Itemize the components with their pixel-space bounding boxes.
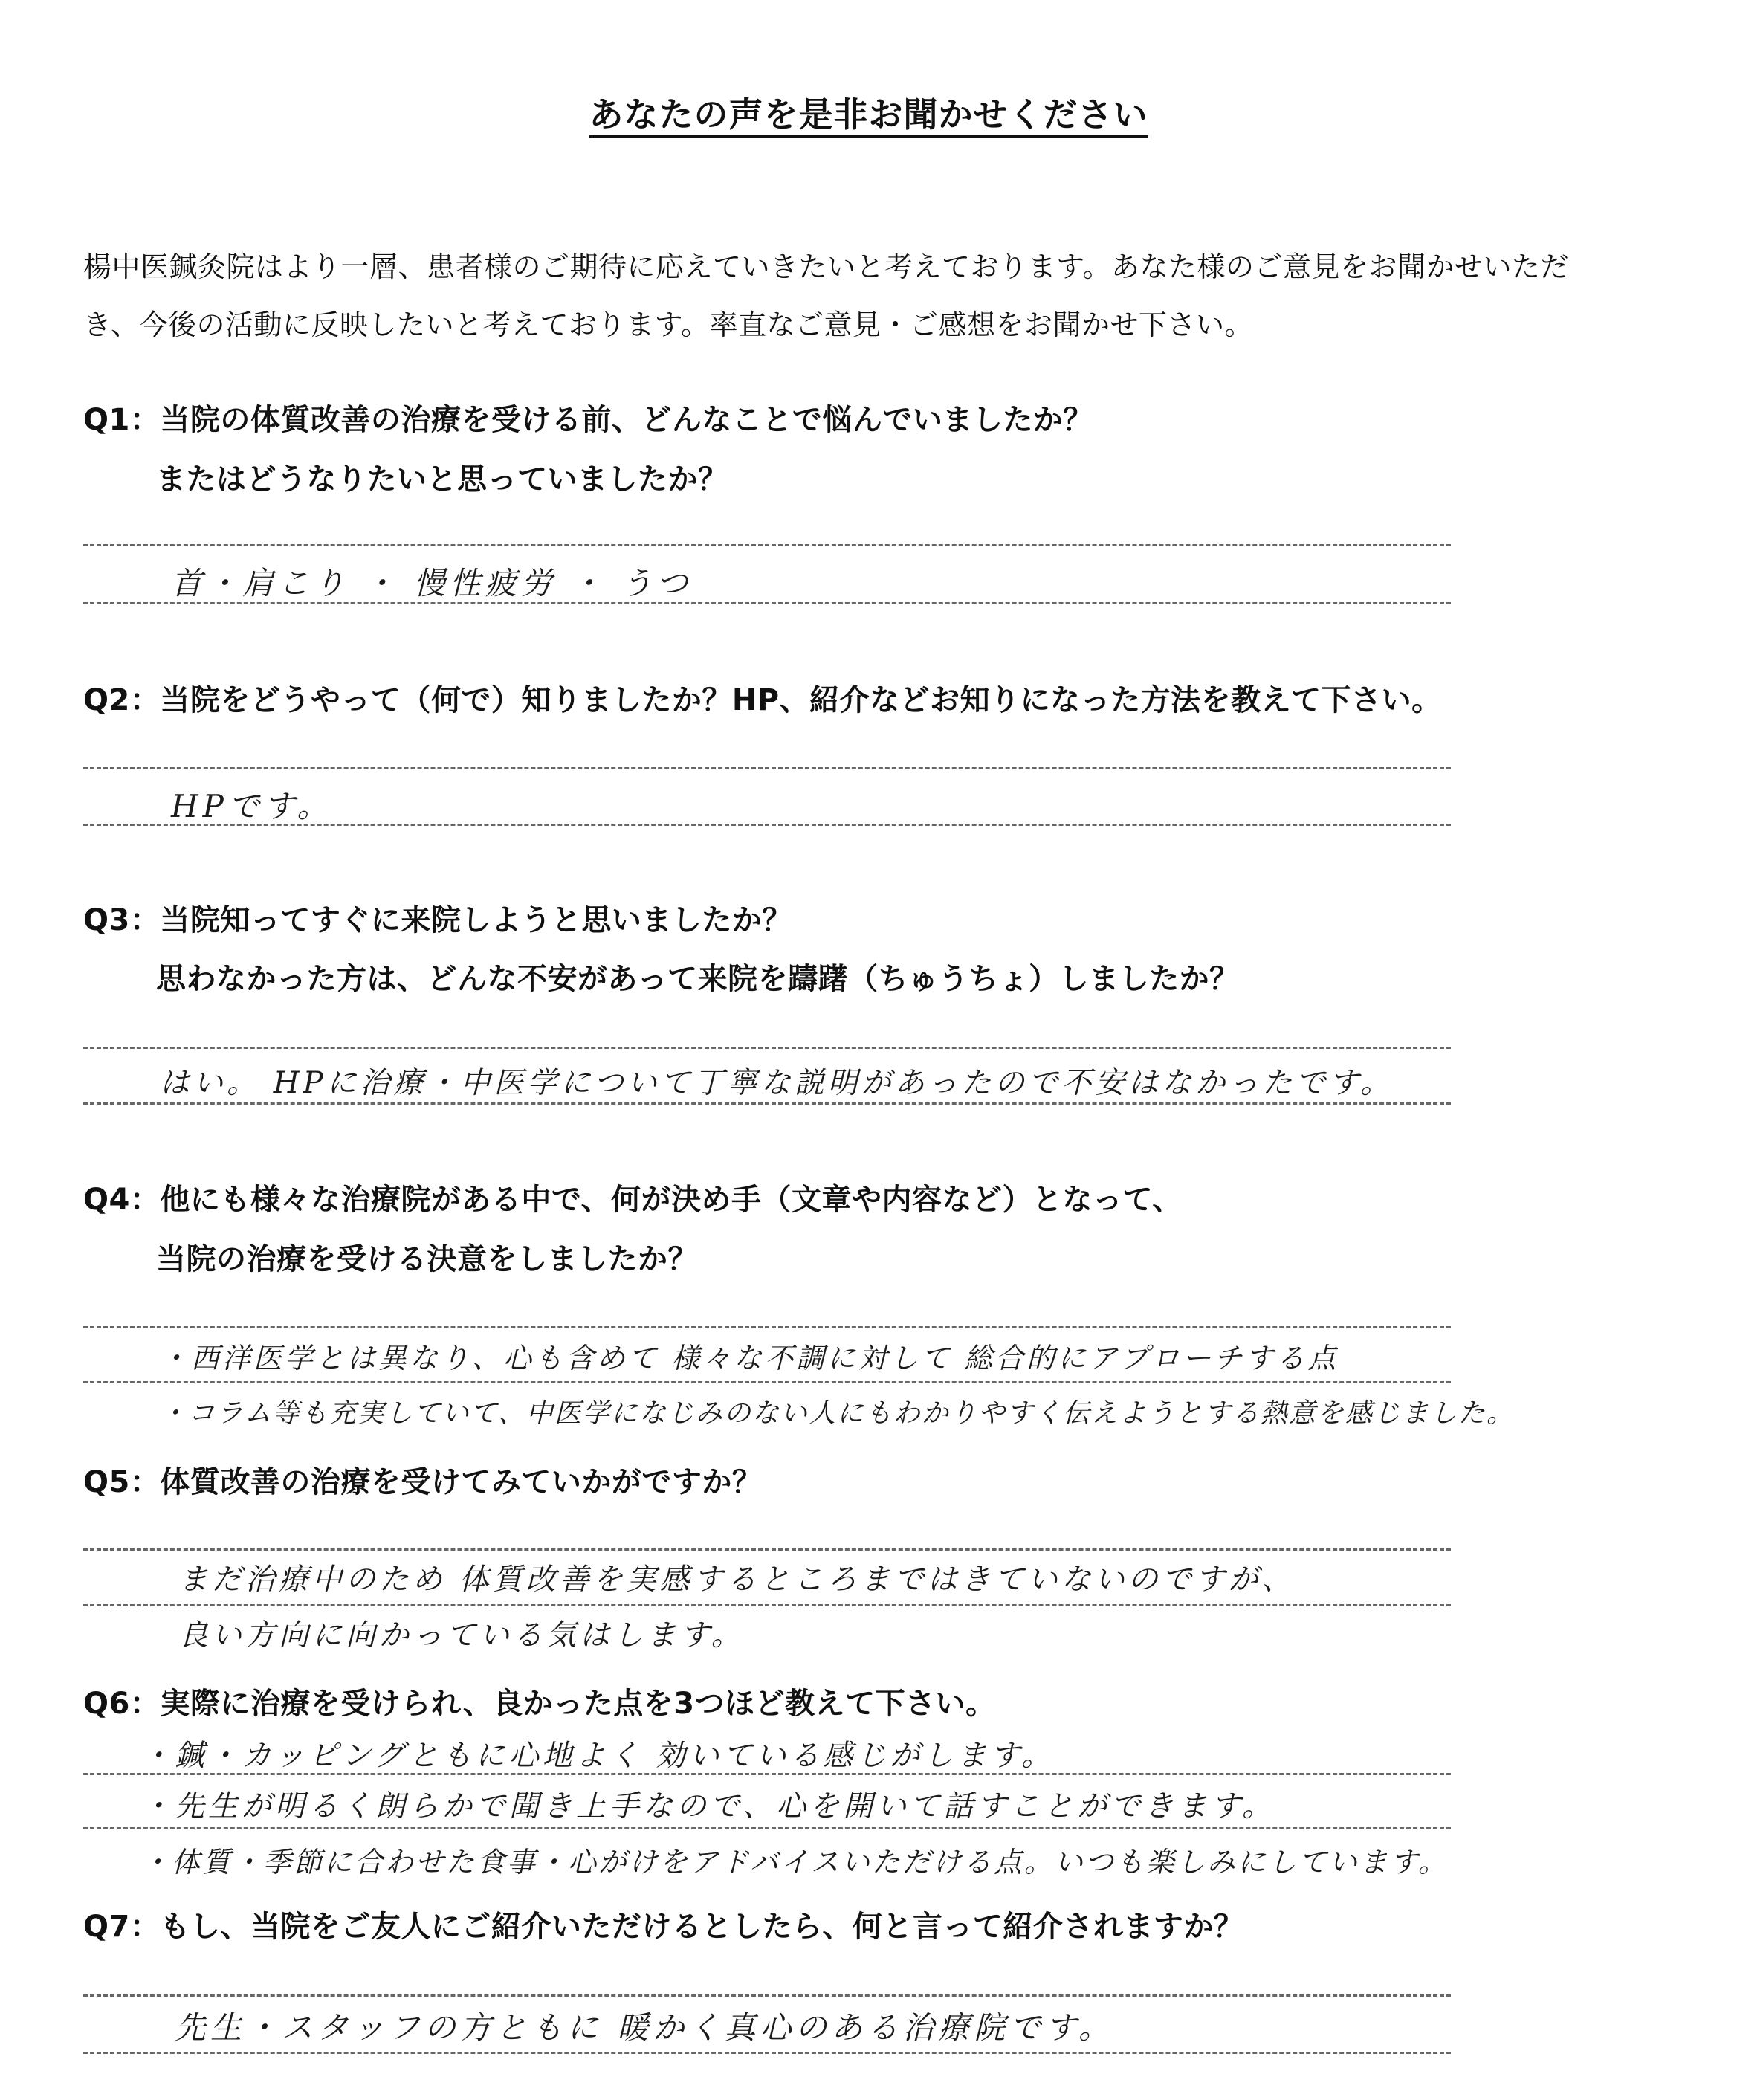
q5-answer-1: まだ治療中のため 体質改善を実感するところまではきていないのですが、 — [178, 1563, 1296, 1597]
intro-text — [83, 238, 1674, 354]
answer-line — [83, 1994, 1451, 1997]
answer-line — [83, 1604, 1451, 1606]
q5-answer-2: 良い方向に向かっている気はします。 — [178, 1618, 745, 1652]
q1-question-line-2: またはどうなりたいと思っていましたか？ — [156, 462, 728, 497]
answer-line — [83, 1548, 1451, 1551]
q7-answer: 先生・スタッフの方ともに 暖かく真心のある治療院です。 — [175, 2009, 1114, 2046]
q3-answer: はい。 HPに治療・中医学について丁寧な説明があったので不安はなかったです。 — [160, 1066, 1394, 1100]
q4-answer-1: ・西洋医学とは異なり、心も含めて 様々な不調に対して 総合的にアプローチする点 — [160, 1342, 1339, 1374]
q3-question-line-2: 思わなかった方は、どんな不安があって来院を躊躇（ちゅうちょ）しましたか？ — [156, 962, 1240, 996]
answer-line — [83, 2052, 1451, 2054]
q3-question: Q3：当院知ってすぐに来院しようと思いましたか？ — [83, 903, 792, 937]
answer-line — [83, 1773, 1451, 1775]
q1-answer: 首・肩こり ・ 慢性疲労 ・ うつ — [171, 565, 693, 601]
answer-line — [83, 1047, 1451, 1049]
q7-question: Q7：もし、当院をご友人にご紹介いただけるとしたら、何と言って紹介されますか？ — [83, 1910, 1244, 1944]
answer-line — [83, 1102, 1451, 1105]
q6-answer-2: ・先生が明るく朗らかで聞き上手なので、心を開いて話すことができます。 — [141, 1789, 1275, 1823]
q1-question: Q1：当院の体質改善の治療を受ける前、どんなことで悩んでいましたか？ — [83, 403, 1093, 437]
intro-line-1: 楊中医鍼灸院はより一層、患者様のご期待に応えていきたいと考えております。あなた様のご意見をお聞かせいただ — [83, 251, 1569, 283]
q6-answer-1: ・鍼・カッピングともに心地よく 効いている感じがします。 — [141, 1739, 1055, 1773]
answer-line — [83, 544, 1451, 546]
answer-line — [83, 1381, 1451, 1383]
q4-question-line-2: 当院の治療を受ける決意をしましたか？ — [156, 1242, 698, 1276]
q5-question: Q5：体質改善の治療を受けてみていかがですか？ — [83, 1465, 763, 1499]
page-title: あなたの声を是非お聞かせください — [589, 94, 1148, 135]
q4-question: Q4：他にも様々な治療院がある中で、何が決め手（文章や内容など）となって、 — [83, 1183, 1183, 1217]
q4-answer-2: ・コラム等も充実していて、中医学になじみのない人にもわかりやすく伝えようとする熱意を感じました。 — [160, 1398, 1515, 1429]
answer-line — [83, 824, 1451, 826]
q2-answer: HPです。 — [171, 788, 333, 824]
answer-line — [83, 767, 1451, 769]
q6-question: Q6：実際に治療を受けられ、良かった点を3つほど教えて下さい。 — [83, 1687, 996, 1721]
answer-line — [83, 1827, 1451, 1829]
answer-line — [83, 602, 1451, 604]
q6-answer-3: ・体質・季節に合わせた食事・心がけをアドバイスいただける点。いつも楽しみにしています。 — [141, 1846, 1449, 1878]
q2-question: Q2：当院をどうやって（何で）知りましたか？HP、紹介などお知りになった方法を教えて下さい。 — [83, 683, 1442, 717]
intro-line-2: き、今後の活動に反映したいと考えております。率直なご意見・ご感想をお聞かせ下さい。 — [83, 308, 1253, 341]
answer-line — [83, 1326, 1451, 1328]
